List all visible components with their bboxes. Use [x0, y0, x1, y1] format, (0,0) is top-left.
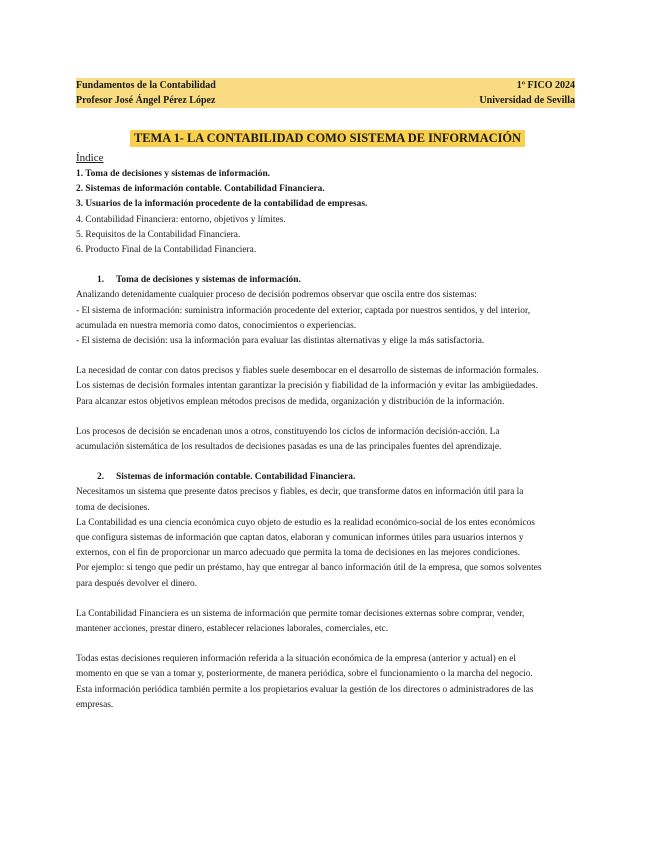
text-line: empresas. [76, 699, 114, 710]
toc-item-2: 2. Sistemas de información contable. Contabilidad Financiera. [76, 184, 325, 195]
toc-item-5: 5. Requisitos de la Contabilidad Financiera. [76, 229, 241, 240]
course-name: Fundamentos de la Contabilidad [76, 80, 216, 91]
text-line: Los sistemas de decisión formales intentan garantizar la precisión y fiabilidad de la información y evitar las ambigüedades. [76, 381, 538, 392]
professor-name: Profesor José Ángel Pérez López [76, 95, 216, 106]
text-line: para después devolver el dinero. [76, 578, 198, 589]
section-2-title: Sistemas de información contable. Contabilidad Financiera. [116, 472, 356, 483]
section-1-paragraph-3 [76, 425, 578, 455]
toc-item-4: 4. Contabilidad Financiera: entorno, objetivos y límites. [76, 214, 286, 225]
text-line: La necesidad de contar con datos precisos y fiables suele desembocar en el desarrollo de sistemas de información formales. [76, 366, 539, 377]
text-line: Necesitamos un sistema que presente datos precisos y fiables, es decir, que transforme datos en información útil para la [76, 487, 524, 498]
toc-item-1: 1. Toma de decisiones y sistemas de información. [76, 169, 271, 179]
text-line: momento en que se van a tomar y, posteriormente, de manera periódica, sobre el funcionamiento o la marcha del negocio. [76, 669, 533, 680]
section-2-heading [97, 470, 578, 485]
section-2-paragraph-2 [76, 607, 578, 637]
section-1-paragraph-1 [76, 288, 578, 349]
text-line: La Contabilidad es una ciencia económica cuyo objeto de estudio es la realidad económico-social de los entes económicos [76, 517, 535, 528]
toc-item-6: 6. Producto Final de la Contabilidad Financiera. [76, 245, 257, 256]
text-line: acumulación sistemática de los resultados de decisiones pasadas es una de las principales fuentes del aprendizaje. [76, 442, 502, 453]
title-container [0, 129, 655, 147]
text-line: Los procesos de decisión se encadenan unos a otros, constituyendo los ciclos de información decisión-acción. La [76, 426, 500, 437]
section-1-number: 1. [97, 275, 105, 286]
table-of-contents [76, 167, 578, 258]
section-1-paragraph-2 [76, 364, 578, 410]
course-year: 1º FICO 2024 [516, 80, 575, 91]
section-2-paragraph-3 [76, 652, 578, 713]
text-line: Por ejemplo: si tengo que pedir un préstamo, hay que entregar al banco información útil de la empresa, que somos solventes [76, 563, 542, 574]
document-title: TEMA 1- LA CONTABILIDAD COMO SISTEMA DE INFORMACIÓN [130, 130, 525, 147]
section-2-number: 2. [97, 472, 105, 483]
indice-heading: Índice [76, 152, 104, 164]
section-2-paragraph-1 [76, 485, 578, 591]
text-line: que configura sistemas de información que captan datos, elaboran y comunican informes útiles para usuarios internos y [76, 533, 524, 544]
text-line: - El sistema de información: suministra información procedente del exterior, captada por nuestros sentidos, y del interior, [76, 305, 531, 316]
text-line: Todas estas decisiones requieren información referida a la situación económica de la empresa (anterior y actual) en el [76, 654, 517, 665]
text-line: Esta información periódica también permite a los propietarios evaluar la gestión de los directores o administradores de las [76, 684, 534, 695]
text-line: - El sistema de decisión: usa la información para evaluar las distintas alternativas y elige la más satisfactoria. [76, 336, 485, 347]
university-name: Universidad de Sevilla [479, 95, 575, 106]
header-row-course [76, 78, 575, 93]
text-line: La Contabilidad Financiera es un sistema de información que permite tomar decisiones externas sobre comprar, vender, [76, 608, 525, 619]
text-line: Para alcanzar estos objetivos emplean métodos precisos de medida, organización y distribución de la información. [76, 396, 505, 407]
section-1-title: Toma de decisiones y sistemas de información. [116, 275, 301, 286]
text-line: externos, con el fin de proporcionar un marco adecuado que permita la toma de decisiones en las mejores condiciones. [76, 548, 521, 559]
header-row-professor [76, 93, 575, 108]
text-line: mantener acciones, prestar dinero, establecer relaciones laborales, comerciales, etc. [76, 624, 389, 635]
text-line: Analizando detenidamente cualquier proceso de decisión podremos observar que oscila entre dos sistemas: [76, 290, 477, 301]
text-line: acumulada en nuestra memoria como datos, conocimientos o experiencias. [76, 320, 357, 331]
text-line: toma de decisiones. [76, 502, 150, 513]
toc-item-3: 3. Usuarios de la información procedente de la contabilidad de empresas. [76, 199, 368, 210]
document-body [76, 149, 578, 713]
section-1-heading [97, 273, 578, 288]
